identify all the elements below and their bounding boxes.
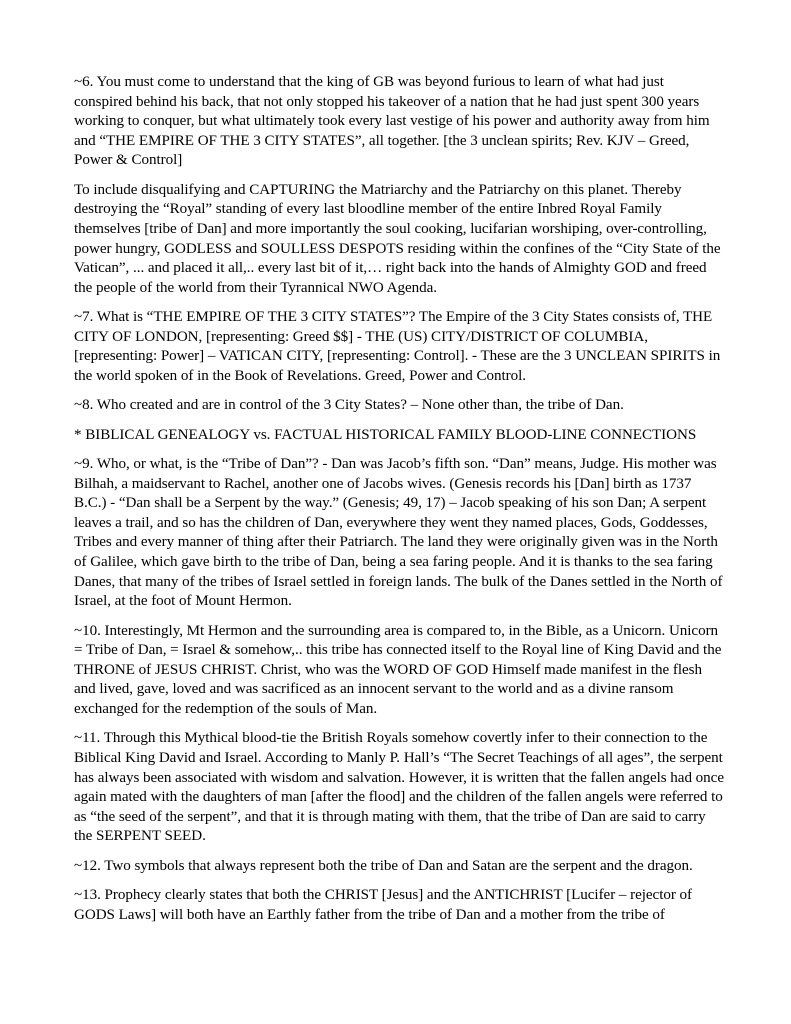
paragraph-9: ~9. Who, or what, is the “Tribe of Dan”? - Dan was Jacob’s fifth son. “Dan” means, Judge. His mother was Bilhah, a maidservant to Rachel, another one of Jacobs wives. (Genesis records his [Dan] birth as 1737 B.C.) - “Dan shall be a Serpent by the way.” (Genesis; 49, 17) – Jacob speaking of his son Dan; A serpent leaves a trail, and so has the children of Dan, everywhere they went they named places, Gods, Goddesses, Tribes and every manner of thing after their Patriarch. The land they were originally given was in the North of Galilee, which gave birth to the tribe of Dan, being a sea faring people. And it is thanks to the sea faring Danes, that many of the tribes of Israel settled in foreign lands. The bulk of the Danes settled in the North of Israel, at the foot of Mount Hermon. [74, 456, 723, 610]
document-page [74, 73, 724, 935]
paragraph-7: ~7. What is “THE EMPIRE OF THE 3 CITY STATES”? The Empire of the 3 City States consists of, THE CITY OF LONDON, [representing: Greed $$] - THE (US) CITY/DISTRICT OF COLUMBIA, [representing: Power] – VATICAN CITY, [representing: Control]. - These are the 3 UNCLEAN SPIRITS in the world spoken of in the Book of Revelations. Greed, Power and Control. [74, 309, 721, 384]
paragraph-10: ~10. Interestingly, Mt Hermon and the surrounding area is compared to, in the Bible, as a Unicorn. Unicorn = Tribe of Dan, = Israel & somehow,.. this tribe has connected itself to the Royal line of King David and the THRONE of JESUS CHRIST. Christ, who was the WORD OF GOD Himself made manifest in the flesh and lived, gave, loved and was sacrificed as an innocent servant to the world and as a divine ransom exchanged for the redemption of the souls of Man. [74, 622, 722, 717]
paragraph-8: ~8. Who created and are in control of the 3 City States? – None other than, the tribe of Dan. [74, 397, 624, 414]
paragraph-6: ~6. You must come to understand that the king of GB was beyond furious to learn of what had just conspired behind his back, that not only stopped his takeover of a nation that he had just spent 300 years working to conquer, but what ultimately took every last vestige of his power and authority away from him and “THE EMPIRE OF THE 3 CITY STATES”, all together. [the 3 unclean spirits; Rev. KJV – Greed, Power & Control] [74, 74, 710, 169]
paragraph-12: ~12. Two symbols that always represent both the tribe of Dan and Satan are the serpent and the dragon. [74, 857, 693, 874]
paragraph-11: ~11. Through this Mythical blood-tie the British Royals somehow covertly infer to their connection to the Biblical King David and Israel. According to Manly P. Hall’s “The Secret Teachings of all ages”, the serpent has always been associated with wisdom and salvation. However, it is written that the fallen angels had once again mated with the daughters of man [after the flood] and the children of the fallen angels were referred to as “the seed of the serpent”, and that it is through mating with them, that the tribe of Dan are said to carry the SERPENT SEED. [74, 730, 724, 845]
paragraph-13: ~13. Prophecy clearly states that both the CHRIST [Jesus] and the ANTICHRIST [Lucifer – rejector of GODS Laws] will both have an Earthly father from the tribe of Dan and a mother from the tribe of [74, 887, 693, 923]
paragraph-6-continued: To include disqualifying and CAPTURING the Matriarchy and the Patriarchy on this planet. Thereby destroying the “Royal” standing of every last bloodline member of the entire Inbred Royal Family themselves [tribe of Dan] and more importantly the soul cooking, lucifarian worshiping, over-controlling, power hungry, GODLESS and SOULLESS DESPOTS residing within the confines of the “City State of the Vatican”, ... and placed it all,.. every last bit of it,… right back into the hands of Almighty GOD and freed the people of the world from their Tyrannical NWO Agenda. [74, 181, 721, 296]
section-heading: * BIBLICAL GENEALOGY vs. FACTUAL HISTORICAL FAMILY BLOOD-LINE CONNECTIONS [74, 426, 697, 443]
